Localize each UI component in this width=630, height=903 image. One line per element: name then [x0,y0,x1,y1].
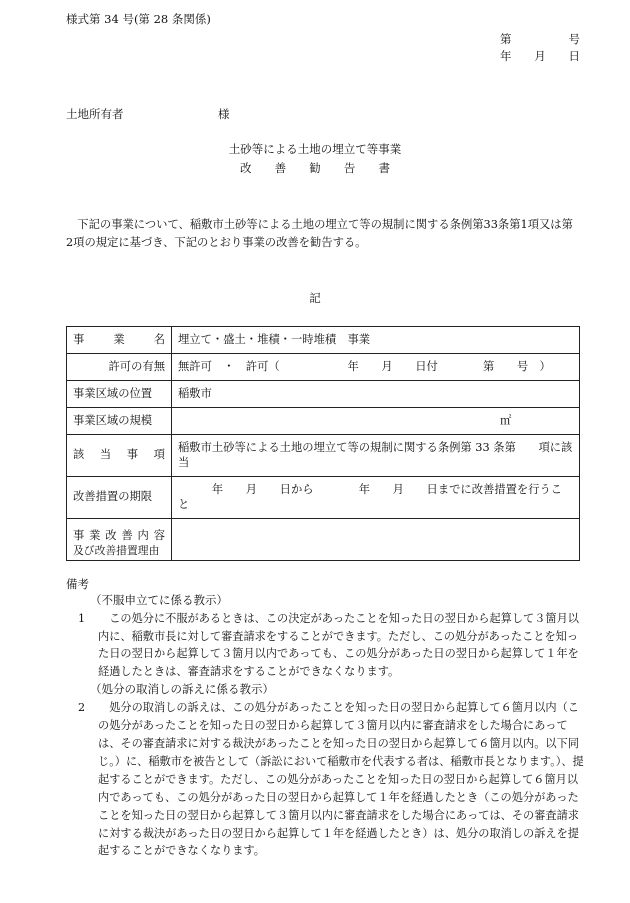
scale-label: 事業区域の規模 [67,408,172,435]
notes-sub-heading-2: （処分の取消しの訴えに係る教示） [90,682,274,697]
label-char: 名 [153,332,165,346]
content-value [172,519,580,561]
number-suffix: 号 [568,32,580,46]
row-business-name [67,327,580,354]
label-char: 該 [73,448,85,462]
intro-paragraph: 下記の事業について、稲敷市土砂等による土地の埋立て等の規制に関する条例第33条第1項又は第2項の規定に基づき、下記のとおり事業の改善を勧告する。 [66,218,573,250]
label-char: 項 [153,448,165,462]
content-label-line1: 事業改善内容 [73,529,165,543]
row-content [67,519,580,561]
row-applicable [67,435,580,477]
title-char: 勧 [309,161,321,175]
applicable-label [67,435,172,477]
permit-value: 無許可 ・ 許可（ 年 月 日付 第 号 ） [172,354,580,381]
location-value: 稲敷市 [172,381,580,408]
owner-honorific: 様 [218,107,230,121]
content-label [67,519,172,561]
notes-heading: 備考 [66,577,89,591]
notes-item-text: 処分の取消しの訴えは、この処分があったことを知った日の翌日から起算して６箇月以内（この処分があったことを知った日の翌日から起算して３箇月以内に審査請求をした場合にあっては、その審査請求に対する裁決があったことを知った日の翌日から起算して６箇月以内。以下同じ。）に、稲敷市を被告として（訴訟において稲敷市を代表する者は、稲敷市長となります。）、提起することができます。ただし、この処分があったことを知った日の翌日から起算して６箇月以内であっても、この処分があった日の翌日から起算して１年を経過したとき（この処分があったことを知った日の翌日から起算して３箇月以内に審査請求をした場合にあっては、その審査請求に対する裁決があった日の翌日から起算して１年を経過したとき）は、処分の取消しの訴えを提起することができなくなります。 [98,701,584,858]
date-year: 年 [500,49,512,63]
form-number: 様式第 34 号(第 28 条関係) [66,12,211,26]
date-day: 日 [568,49,580,63]
business-name-label [67,327,172,354]
document-number-line [500,33,580,47]
business-name-value: 埋立て・盛土・堆積・一時堆積 事業 [172,327,580,354]
scale-unit: ㎡ [500,413,512,427]
row-location [67,381,580,408]
row-scale [67,408,580,435]
notes-section [66,578,586,860]
notes-sub-heading-1: （不服申立てに係る教示） [90,592,228,607]
title-char: 改 [240,161,252,175]
document-date-line [500,50,580,64]
row-permit [67,354,580,381]
title-char: 告 [343,161,356,175]
applicable-value: 稲敷市土砂等による土地の埋立て等の規制に関する条例第 33 条第 項に該当 [172,435,580,477]
business-info-table [66,326,580,561]
number-prefix: 第 [500,32,512,46]
notes-item-text: この処分に不服があるときは、この決定があったことを知った日の翌日から起算して３箇月以内に、稲敷市長に対して審査請求をすることができます。ただし、この処分があったことを知った日の翌日から起算して３箇月以内であっても、この処分があった日の翌日から起算して１年を経過したときは、審査請求をすることができなくなります。 [98,611,579,679]
label-char: 当 [99,448,112,462]
notes-item-1 [78,610,586,682]
permit-label: 許可の有無 [67,354,172,381]
deadline-value: 年 月 日から 年 月 日までに改善措置を行うこと [172,477,580,519]
owner-label: 土地所有者 [66,107,124,121]
notes-item-number: 1 [78,611,86,625]
row-deadline [67,477,580,519]
title-char: 善 [274,161,287,175]
notes-item-number: 2 [78,701,86,715]
date-month: 月 [534,49,546,63]
document-title-line2 [240,162,390,176]
scale-value [172,408,580,435]
title-char: 書 [378,161,390,175]
deadline-label: 改善措置の期限 [67,477,172,519]
content-label-line2: 及び改善措置理由 [73,543,160,557]
label-char: 事 [73,332,85,346]
notes-item-2 [78,699,586,860]
ki-heading: 記 [309,291,321,305]
label-char: 事 [126,448,139,462]
location-label: 事業区域の位置 [67,381,172,408]
document-title-line1: 土砂等による土地の埋立て等事業 [228,142,402,156]
label-char: 業 [113,332,125,346]
